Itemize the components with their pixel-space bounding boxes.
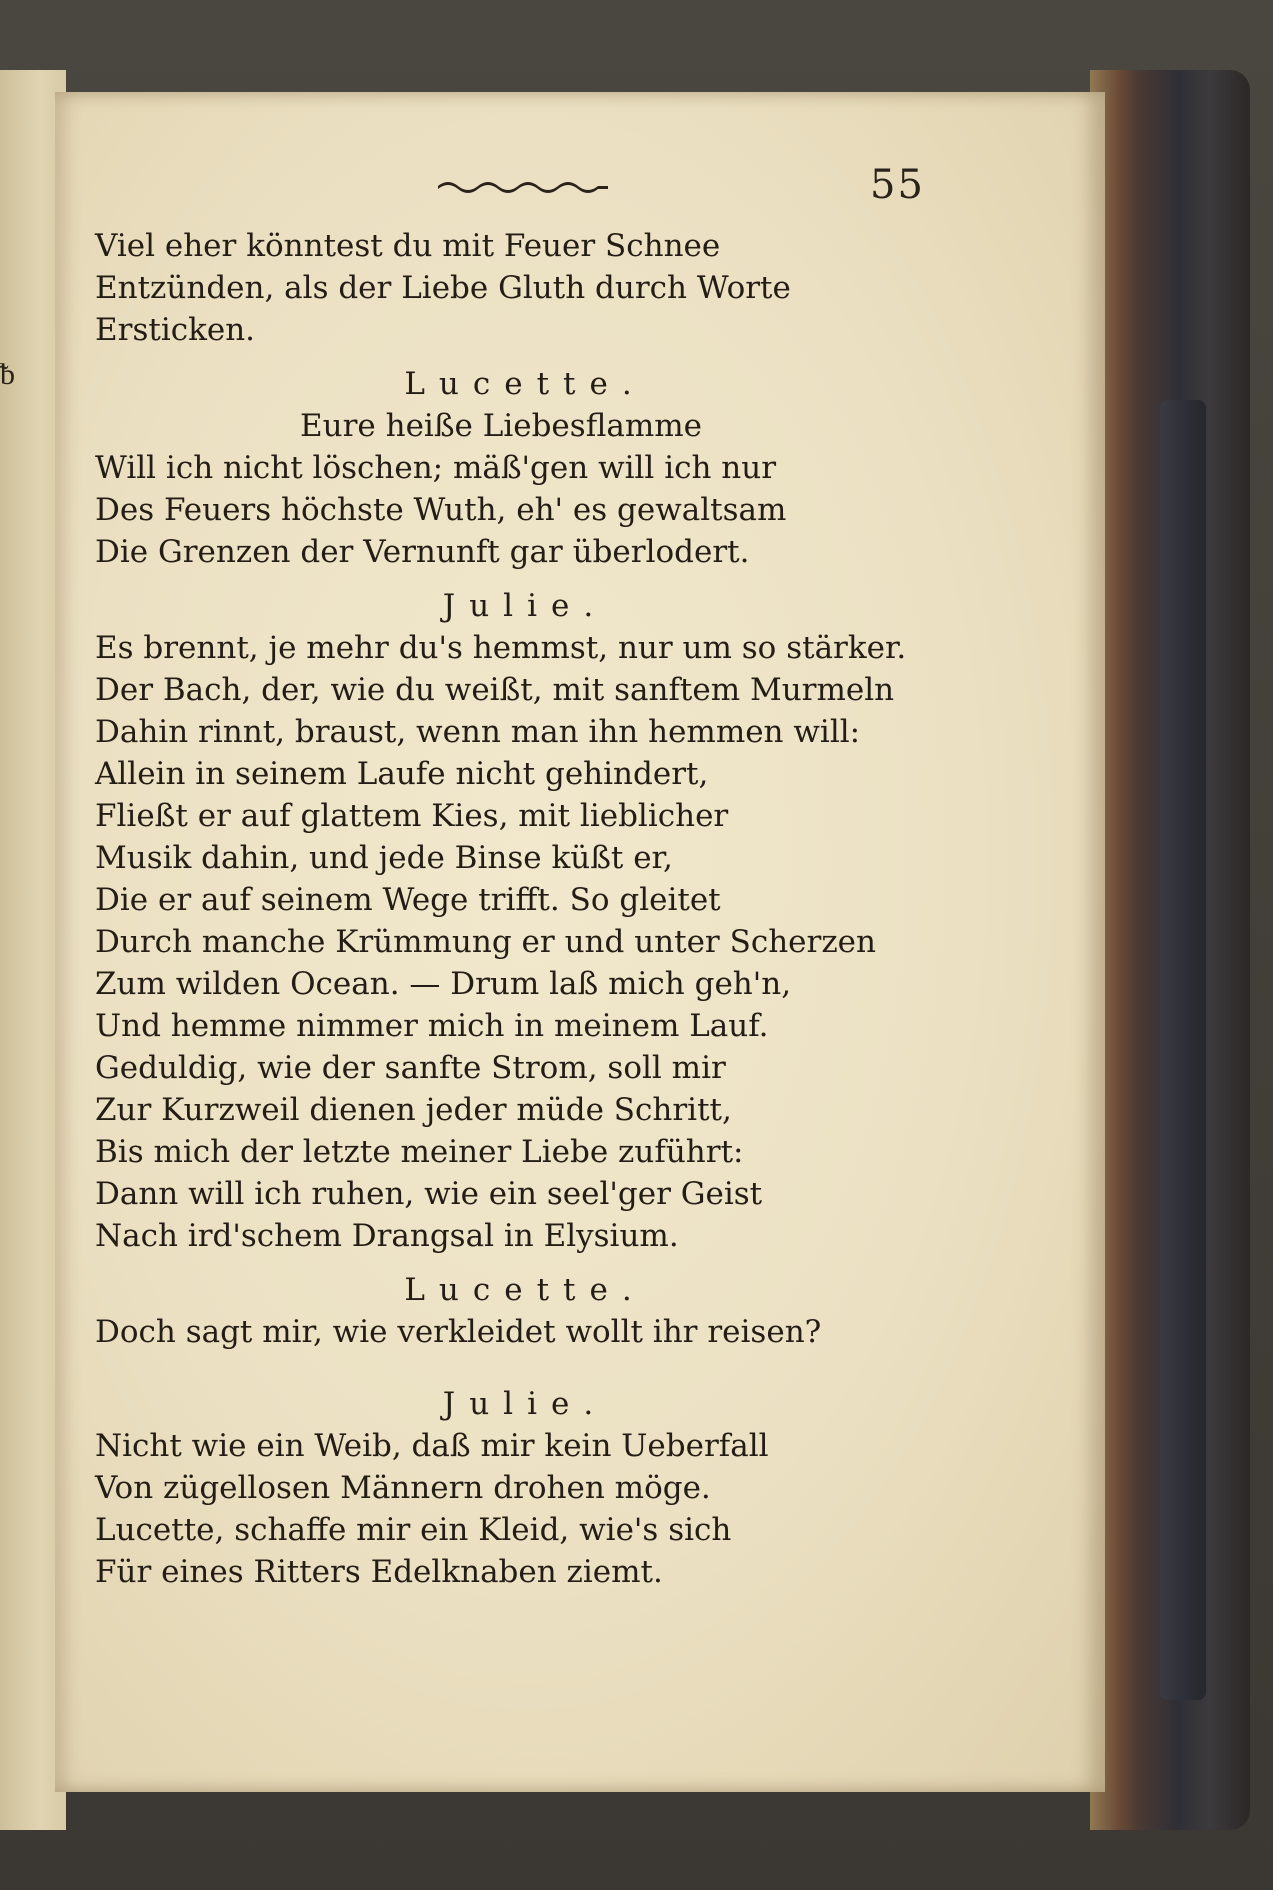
page-number: 55 (870, 162, 925, 208)
page-text (95, 225, 955, 1593)
text-line: Entzünden, als der Liebe Gluth durch Worte (95, 270, 791, 306)
text-line: Doch sagt mir, wie verkleidet wollt ihr reisen? (95, 1314, 822, 1350)
text-line: Von zügellosen Männern drohen möge. (95, 1470, 711, 1506)
text-line: Nach ird'schem Drangsal in Elysium. (95, 1218, 679, 1254)
text-line: Nicht wie ein Weib, daß mir kein Ueberfall (95, 1428, 769, 1464)
text-line: Es brennt, je mehr du's hemmst, nur um so stärker. (95, 630, 907, 666)
text-line: Für eines Ritters Edelknaben ziemt. (95, 1554, 663, 1590)
text-line: Zum wilden Ocean. — Drum laß mich geh'n, (95, 966, 792, 1002)
text-line: Musik dahin, und jede Binse küßt er, (95, 840, 673, 876)
text-line: Bis mich der letzte meiner Liebe zuführt: (95, 1134, 744, 1170)
paragraph (95, 1425, 955, 1593)
speaker-name: Julie. (442, 588, 608, 624)
text-line: Ersticken. (95, 312, 256, 348)
binding-leather-strip (1160, 400, 1206, 1700)
text-line: Der Bach, der, wie du weißt, mit sanftem Murmeln (95, 672, 895, 708)
speaker-name: Lucette. (404, 1272, 646, 1308)
text-line: Fließt er auf glattem Kies, mit lieblicher (95, 798, 729, 834)
text-line: Lucette, schaffe mir ein Kleid, wie's sich (95, 1512, 732, 1548)
ornament-rule-icon (438, 178, 608, 194)
text-line: Viel eher könntest du mit Feuer Schnee (95, 228, 721, 264)
paragraph (95, 405, 955, 573)
text-line: Und hemme nimmer mich in meinem Lauf. (95, 1008, 769, 1044)
speaker-name: Julie. (442, 1386, 608, 1422)
text-line: Des Feuers höchste Wuth, eh' es gewaltsam (95, 492, 787, 528)
text-line: Die Grenzen der Vernunft gar überlodert. (95, 534, 750, 570)
text-line: Zur Kurzweil dienen jeder müde Schritt, (95, 1092, 732, 1128)
paragraph (95, 225, 955, 351)
text-line: Geduldig, wie der sanfte Strom, soll mir (95, 1050, 726, 1086)
bleed-through-glyph: ᵬ (0, 357, 15, 392)
text-line: Will ich nicht löschen; mäß'gen will ich nur (95, 450, 777, 486)
text-line: Durch manche Krümmung er und unter Scherzen (95, 924, 876, 960)
book-binding (1090, 70, 1250, 1830)
text-line: Eure heiße Liebesflamme (300, 408, 702, 444)
paragraph (95, 627, 955, 1257)
speaker-name: Lucette. (404, 366, 646, 402)
paragraph (95, 1311, 955, 1353)
text-line: Allein in seinem Laufe nicht gehindert, (95, 756, 709, 792)
text-line: Die er auf seinem Wege trifft. So gleitet (95, 882, 721, 918)
text-line: Dann will ich ruhen, wie ein seel'ger Geist (95, 1176, 763, 1212)
text-line: Dahin rinnt, braust, wenn man ihn hemmen will: (95, 714, 861, 750)
